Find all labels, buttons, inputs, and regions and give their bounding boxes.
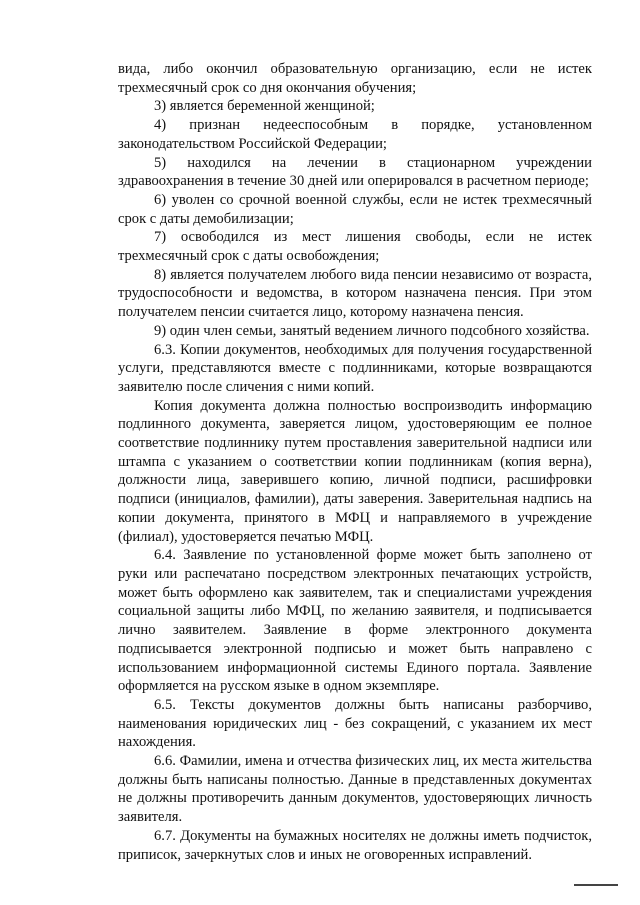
section-6-6: 6.6. Фамилии, имена и отчества физических лиц, их места жительства должны быть написаны полностью. Данные в представленных документах не должны противоречить данным документов, удостоверяющих личность заявителя. (118, 753, 592, 826)
section-6-7: 6.7. Документы на бумажных носителях не должны иметь подчисток, приписок, зачеркнутых слов и иных не оговоренных исправлений. (118, 827, 592, 863)
list-item-3: 3) является беременной женщиной; (154, 98, 375, 115)
section-6-3: 6.3. Копии документов, необходимых для получения государственной услуги, представляются вместе с подлинниками, которые возвращаются заявителю после сличения с ними копий. (118, 341, 592, 395)
paragraph-copy-requirements: Копия документа должна полностью воспроизводить информацию подлинного документа, заверяется лицом, удостоверяющим ее полное соответствие подлиннику путем проставления заверительной надписи или штампа с указанием о соответствии копии подлинникам (копия верна), должности лица, заверившего копию, личной подписи, расшифровки подписи (инициалов, фамилии), даты заверения. Заверительная надпись на копии документа, принятого в МФЦ и направляемого в учреждение (филиал), удостоверяется печатью МФЦ. (118, 397, 592, 545)
document-page (118, 60, 592, 864)
list-item-5: 5) находился на лечении в стационарном учреждении здравоохранения в течение 30 дней или оперировался в расчетном периоде; (118, 154, 592, 190)
section-6-4: 6.4. Заявление по установленной форме может быть заполнено от руки или распечатано посредством электронных печатающих устройств, может быть оформлено как заявителем, так и специалистами учреждения социальной защиты либо МФЦ, по желанию заявителя, и подписывается лично заявителем. Заявление в форме электронного документа подписывается электронной подписью и может быть направлено с использованием информационной системы Единого портала. Заявление оформляется на русском языке в одном экземпляре. (118, 547, 592, 695)
list-item-7: 7) освободился из мест лишения свободы, если не истек трехмесячный срок с даты освобождения; (118, 229, 592, 265)
list-item-8: 8) является получателем любого вида пенсии независимо от возраста, трудоспособности и ведомства, в котором назначена пенсия. При этом получателем пенсии считается лицо, которому назначена пенсия. (118, 266, 592, 321)
section-6-5: 6.5. Тексты документов должны быть написаны разборчиво, наименования юридических лиц - без сокращений, с указанием их мест нахождения. (118, 696, 592, 751)
list-item-6: 6) уволен со срочной военной службы, если не истек трехмесячный срок с даты демобилизации; (118, 191, 592, 227)
list-item-4: 4) признан недееспособным в порядке, установленном законодательством Российской Федерации; (118, 117, 592, 152)
footer-rule (574, 884, 618, 886)
paragraph-continuation: вида, либо окончил образовательную организацию, если не истек трехмесячный срок со дня окончания обучения; (118, 61, 592, 96)
list-item-9: 9) один член семьи, занятый ведением личного подсобного хозяйства. (154, 322, 590, 339)
